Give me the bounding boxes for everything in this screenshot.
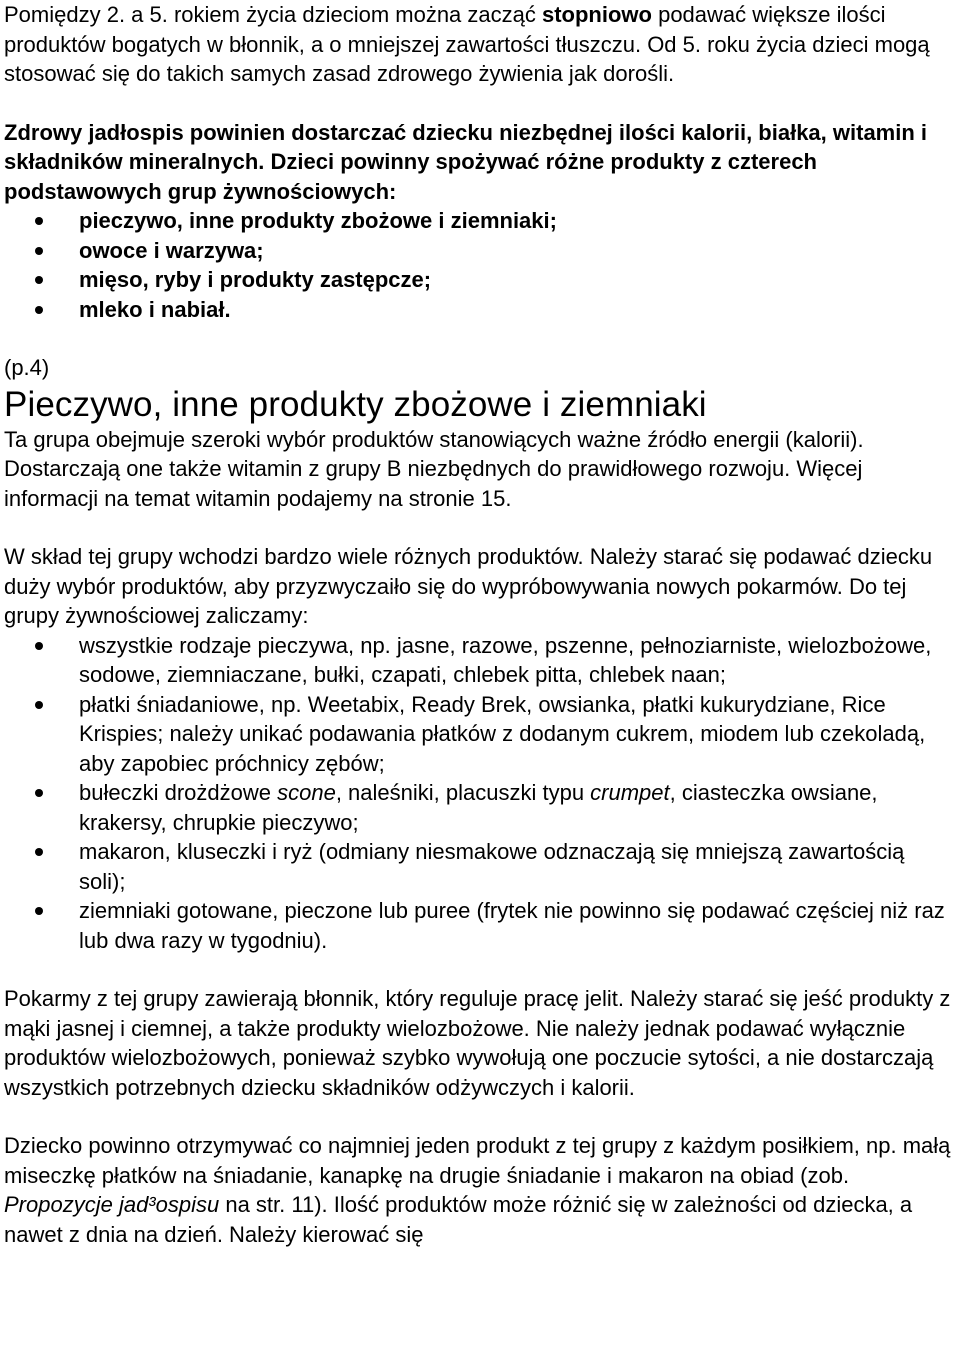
food-groups-list <box>4 206 956 324</box>
intro-text: Pomiędzy 2. a 5. rokiem życia dzieciom można zacząć <box>4 2 542 27</box>
item-text: , naleśniki, placuszki typu <box>335 780 591 805</box>
list-item <box>4 778 956 837</box>
list-item: ziemniaki gotowane, pieczone lub puree (frytek nie powinno się podawać częściej niż raz lub dwa razy w tygodniu). <box>4 896 956 955</box>
list-item: pieczywo, inne produkty zbożowe i ziemniaki; <box>4 206 956 236</box>
list-item: płatki śniadaniowe, np. Weetabix, Ready Brek, owsianka, płatki kukurydziane, Rice Krispies; należy unikać podawania płatków z dodanym cukrem, miodem lub czekoladą, aby zapobiec próchnicy zębów; <box>4 690 956 779</box>
item-italic: scone <box>277 780 336 805</box>
intro-paragraph <box>4 0 956 89</box>
para-text: na str. 11). Ilość produktów może różnić się w zależności od dziecka, a nawet z dnia na dzień. Należy kierować się <box>4 1192 913 1247</box>
products-list <box>4 631 956 956</box>
item-italic: crumpet <box>590 780 670 805</box>
section-title: Pieczywo, inne produkty zbożowe i ziemniaki <box>4 384 707 424</box>
item-text: bułeczki drożdżowe <box>79 780 278 805</box>
list-item: mleko i nabiał. <box>4 295 956 325</box>
list-item: wszystkie rodzaje pieczywa, np. jasne, razowe, pszenne, pełnoziarniste, wielozbożowe, sodowe, ziemniaczane, bułki, czapati, chlebek pitta, chlebek naan; <box>4 631 956 690</box>
section-paragraph-2: W skład tej grupy wchodzi bardzo wiele różnych produktów. Należy starać się podawać dziecku duży wybór produktów, aby przyzwyczaiło się do wypróbowywania nowych pokarmów. Do tej grupy żywnościowej zaliczamy: <box>4 544 933 628</box>
healthy-menu-paragraph: Zdrowy jadłospis powinien dostarczać dziecku niezbędnej ilości kalorii, białka, witamin i składników mineralnych. Dzieci powinny spożywać różne produkty z czterech podstawowych grup żywnościowych: <box>4 119 928 204</box>
para-italic-reference: Propozycje jad³ospisu <box>4 1192 220 1217</box>
page-reference: (p.4) <box>4 355 50 380</box>
intro-text-cont: podawać większe ilości produktów bogatych w błonnik, a o mniejszej zawartości tłuszczu. Od 5. roku życia dzieci mogą stosować się do takich samych zasad zdrowego żywienia jak dorośli. <box>4 2 930 86</box>
para-text: Dziecko powinno otrzymywać co najmniej jeden produkt z tej grupy z każdym posiłkiem, np. małą miseczkę płatków na śniadanie, kanapkę na drugie śniadanie i makaron na obiad (zob. <box>4 1133 951 1188</box>
list-item: owoce i warzywa; <box>4 236 956 266</box>
section-paragraph-3: Pokarmy z tej grupy zawierają błonnik, który reguluje pracę jelit. Należy starać się jeść produkty z mąki jasnej i ciemnej, a także produkty wielozbożowe. Nie należy jednak podawać wyłącznie produktów wielozbożowych, ponieważ szybko wywołują one poczucie sytości, a nie dostarczają wszystkich potrzebnych dziecku składników odżywczych i kalorii. <box>4 986 951 1100</box>
intro-emphasis: stopniowo <box>541 2 652 27</box>
section-paragraph-1: Ta grupa obejmuje szeroki wybór produktów stanowiących ważne źródło energii (kalorii). Dostarczają one także witamin z grupy B niezbędnych do prawidłowego rozwoju. Więcej informacji na temat witamin podajemy na stronie 15. <box>4 426 864 511</box>
list-item: mięso, ryby i produkty zastępcze; <box>4 265 956 295</box>
section-paragraph-4 <box>4 1131 956 1249</box>
list-item: makaron, kluseczki i ryż (odmiany niesmakowe odznaczają się mniejszą zawartością soli); <box>4 837 956 896</box>
item-text: , ciasteczka owsiane, krakersy, chrupkie pieczywo; <box>79 780 878 835</box>
